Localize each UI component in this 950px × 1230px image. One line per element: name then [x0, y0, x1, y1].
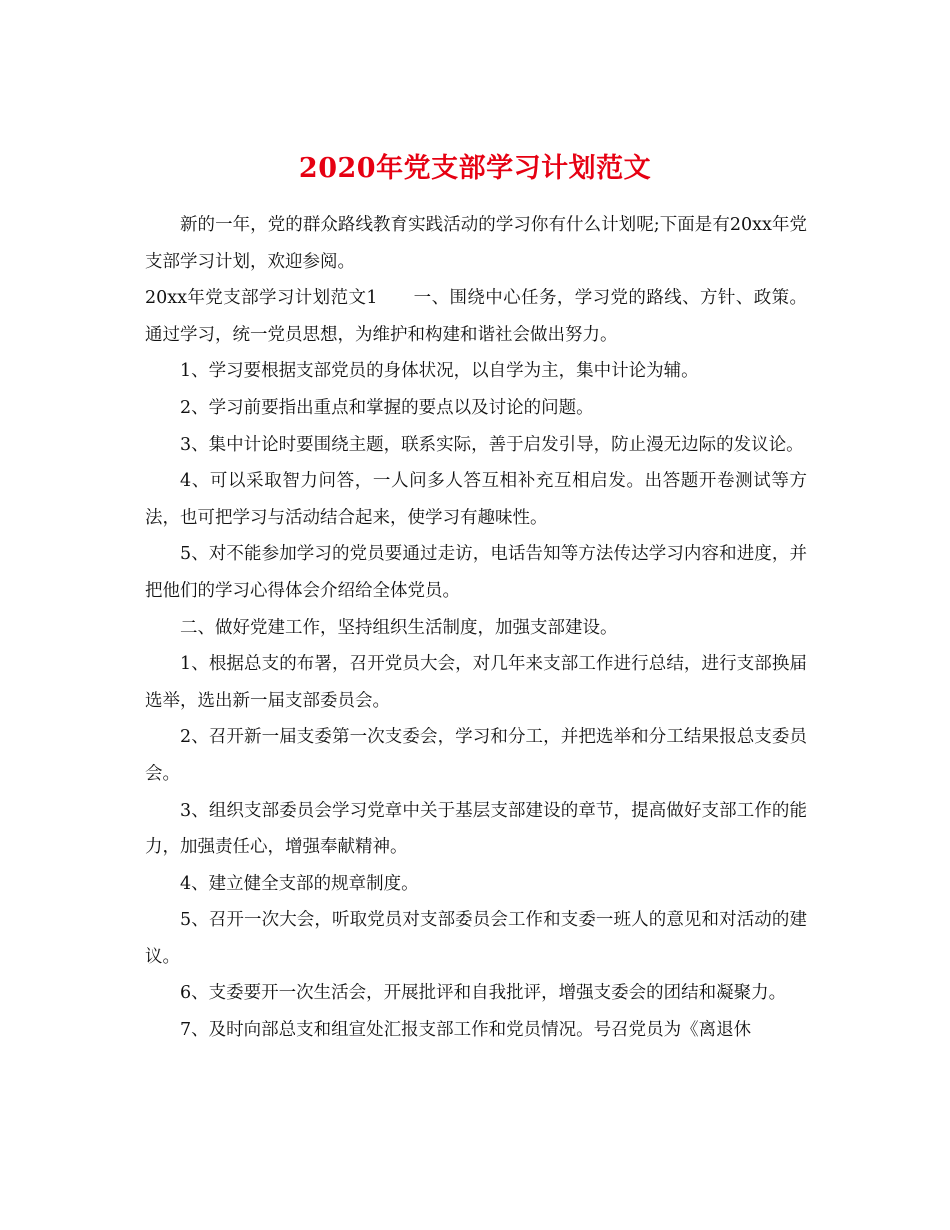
paragraph: 4、建立健全支部的规章制度。	[180, 873, 419, 894]
paragraph: 新的一年，党的群众路线教育实践活动的学习你有什么计划呢;下面是有20xx年党支部学习计划，欢迎参阅。	[145, 215, 807, 272]
document-body	[145, 207, 807, 1049]
paragraph: 5、召开一次大会，听取党员对支部委员会工作和支委一班人的意见和对活动的建议。	[145, 910, 807, 967]
paragraph: 7、及时向部总支和组宣处汇报支部工作和党员情况。号召党员为《离退休	[180, 1020, 752, 1041]
paragraph: 4、可以采取智力问答，一人问多人答互相补充互相启发。出答题开卷测试等方法，也可把学习与活动结合起来，使学习有趣味性。	[145, 471, 807, 528]
paragraph: 2、召开新一届支委第一次支委会，学习和分工，并把选举和分工结果报总支委员会。	[145, 727, 807, 784]
paragraph: 1、学习要根据支部党员的身体状况，以自学为主，集中计论为辅。	[180, 361, 699, 382]
paragraph: 3、集中计论时要围绕主题，联系实际，善于启发引导，防止漫无边际的发议论。	[180, 434, 804, 455]
paragraph: 3、组织支部委员会学习党章中关于基层支部建设的章节，提高做好支部工作的能力，加强责任心，增强奉献精神。	[145, 800, 807, 858]
document-title: 2020年党支部学习计划范文	[298, 153, 652, 185]
paragraph: 二、做好党建工作，坚持组织生活制度，加强支部建设。	[180, 617, 618, 638]
paragraph: 6、支委要开一次生活会，开展批评和自我批评，增强支委会的团结和凝聚力。	[180, 983, 787, 1004]
paragraph: 5、对不能参加学习的党员要通过走访，电话告知等方法传达学习内容和进度，并把他们的学习心得体会介绍给全体党员。	[145, 544, 807, 601]
paragraph: 1、根据总支的布署，召开党员大会，对几年来支部工作进行总结，进行支部换届选举，选出新一届支部委员会。	[145, 654, 807, 711]
paragraph: 2、学习前要指出重点和掌握的要点以及讨论的问题。	[180, 397, 594, 418]
paragraph: 20xx年党支部学习计划范文1 一、围绕中心任务，学习党的路线、方针、政策。通过学习，统一党员思想，为维护和构建和谐社会做出努力。	[145, 288, 807, 345]
